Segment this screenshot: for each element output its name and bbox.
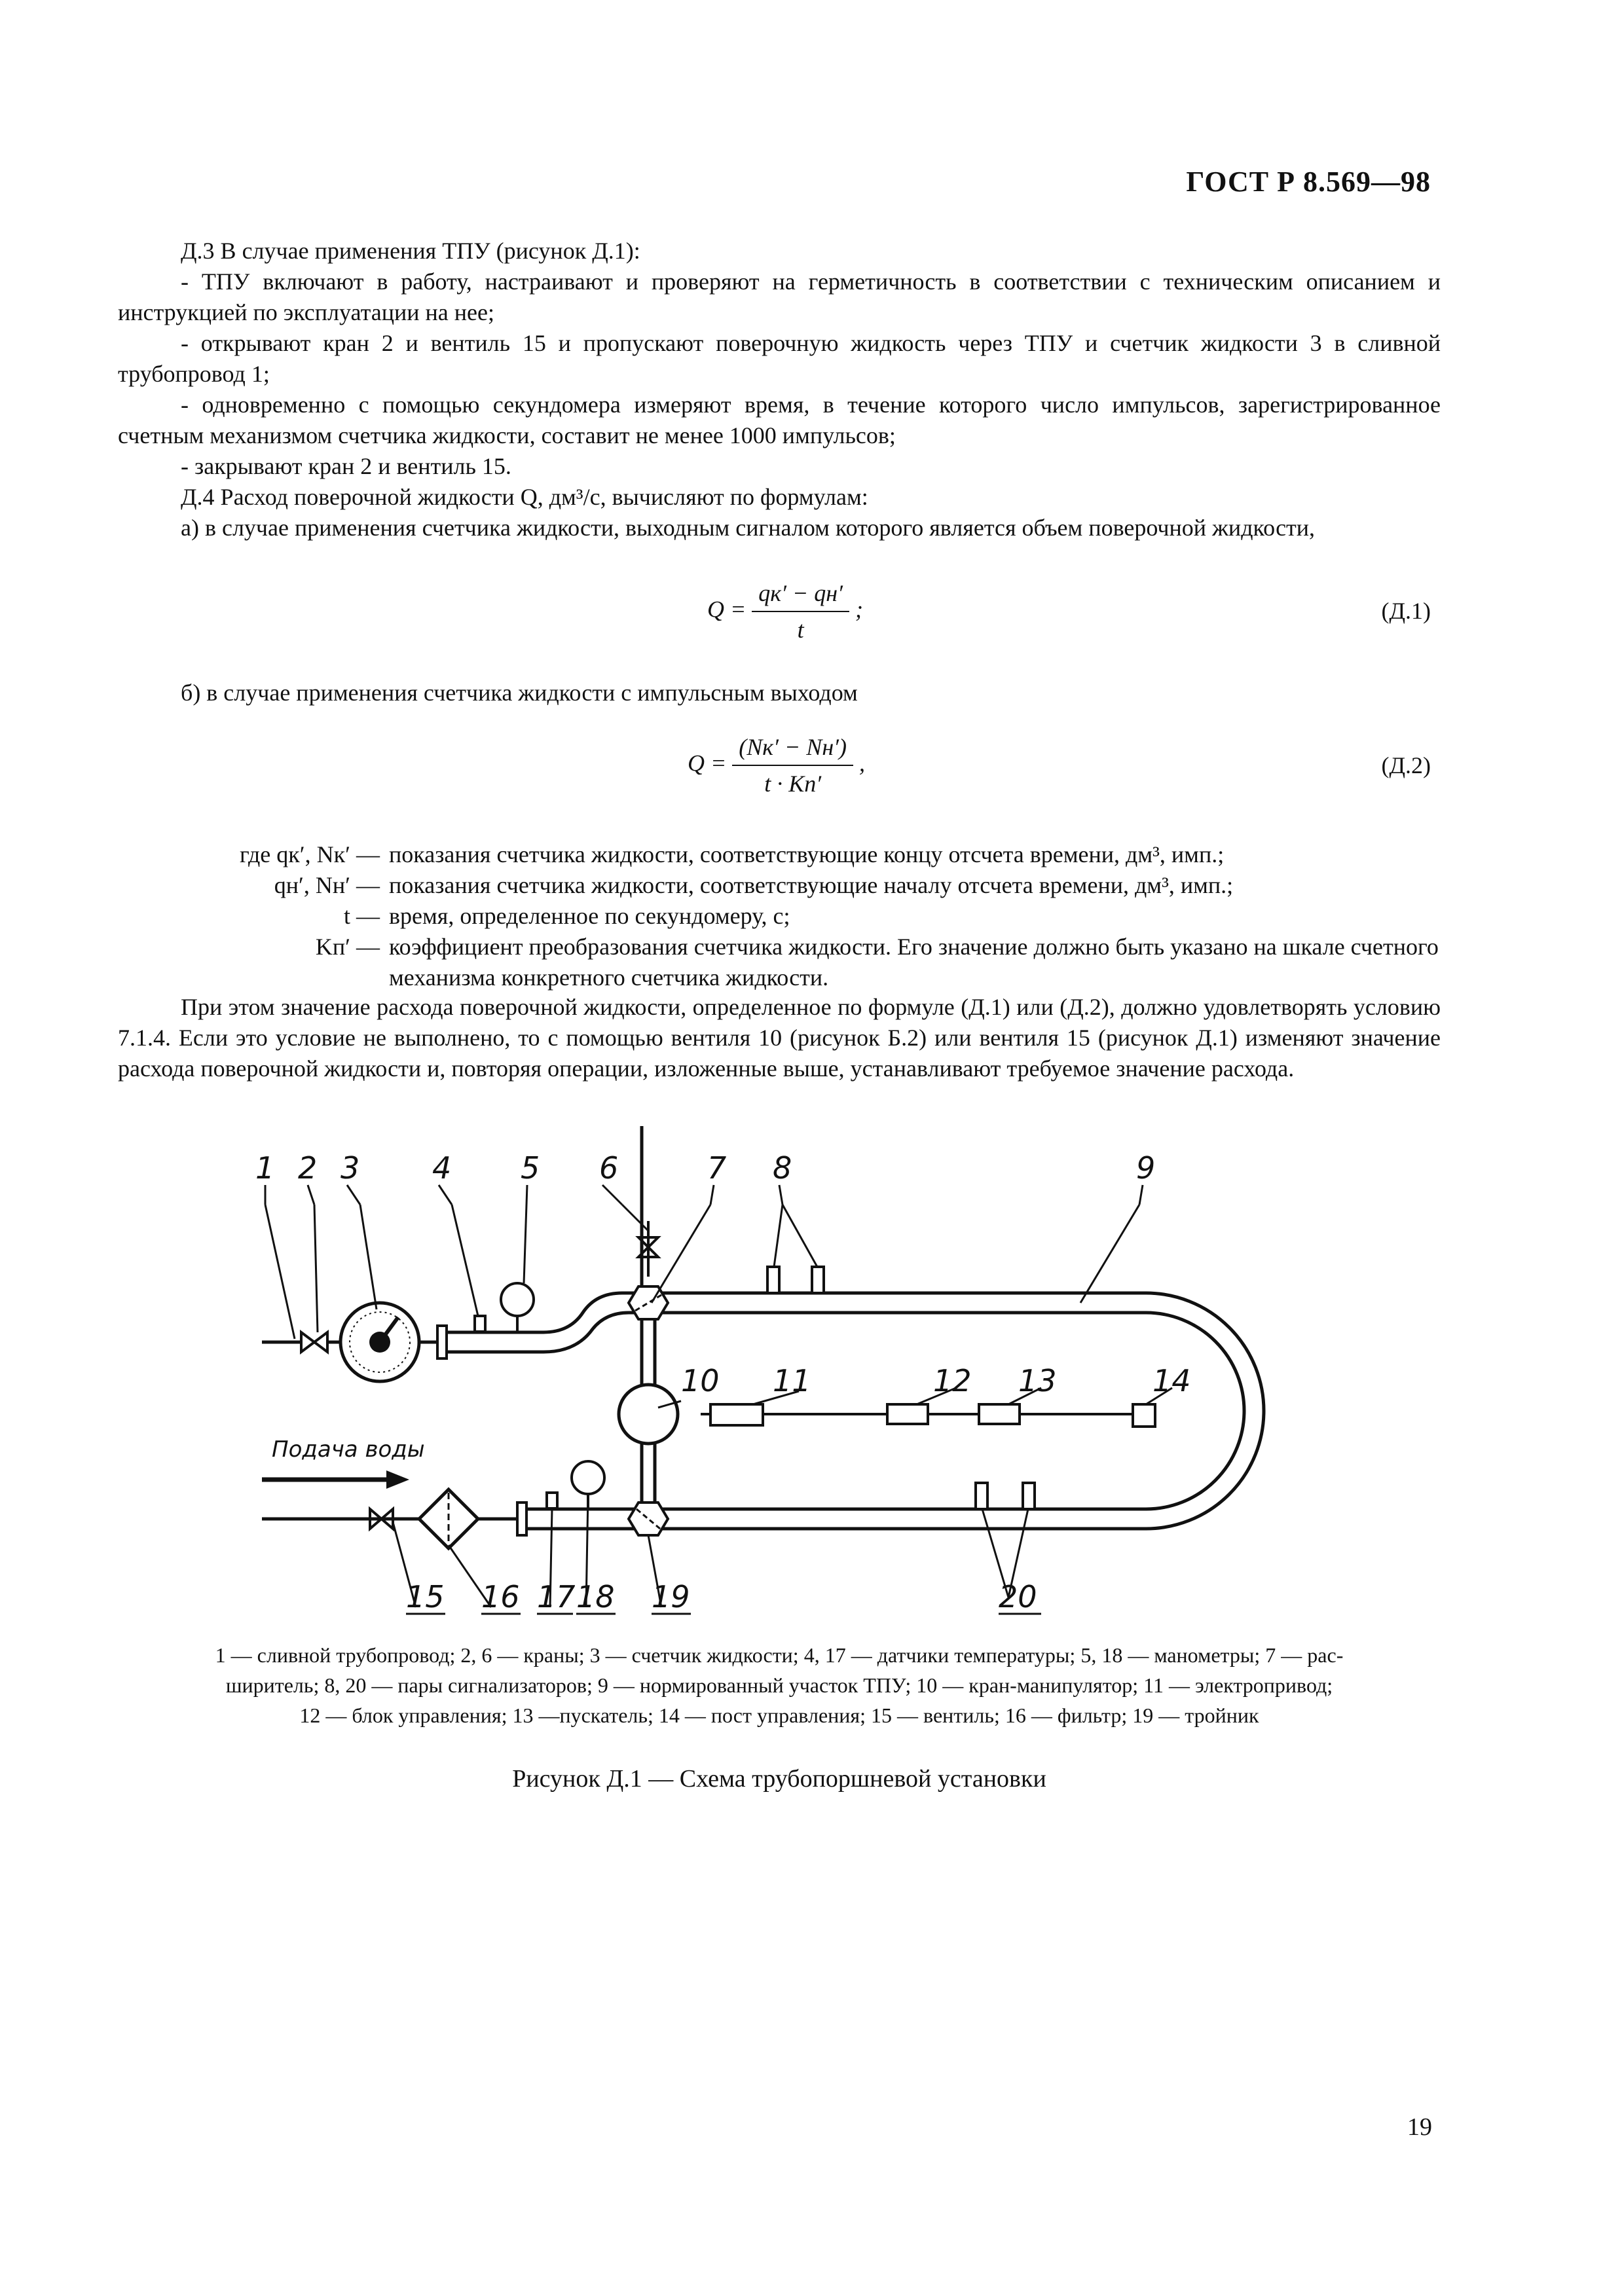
definition-row [118, 839, 1441, 870]
fraction-denominator: t · Kп′ [764, 771, 822, 797]
legend-line: ширитель; 8, 20 — пары сигнализаторов; 9 — нормированный участок ТПУ; 10 — кран-манипулятор; 11 — электропривод; [225, 1673, 1333, 1697]
callout-label: 17 [537, 1579, 576, 1614]
electric-drive-icon [710, 1404, 763, 1425]
formula-tail: , [859, 750, 866, 776]
valve-icon [301, 1332, 327, 1352]
callout-label: 11 [773, 1363, 811, 1398]
callout-label: 13 [1018, 1363, 1057, 1398]
callout-label: 19 [652, 1579, 690, 1614]
definition-text: время, определенное по секундомеру, с; [389, 903, 790, 929]
callout-label: 5 [521, 1150, 540, 1186]
signal-sensor-icon [1023, 1483, 1035, 1509]
liquid-meter-icon [341, 1303, 419, 1381]
callout-label: 1 [255, 1150, 275, 1186]
signal-sensor-icon [976, 1483, 987, 1509]
callout-label: 18 [576, 1579, 615, 1614]
manometer-icon [501, 1283, 534, 1332]
temperature-sensor-icon [475, 1316, 485, 1332]
callout-label: 3 [341, 1150, 360, 1186]
callout-label: 9 [1136, 1150, 1156, 1186]
control-unit-icon [887, 1404, 928, 1424]
definition-symbol: Kп′ — [315, 934, 380, 960]
fraction-numerator: qк′ − qн′ [752, 579, 849, 612]
expander-icon [629, 1286, 668, 1319]
callout-label: 15 [406, 1579, 445, 1614]
paragraph: - ТПУ включают в работу, настраивают и проверяют на герметичность в соответствии с техническим описанием и инструкцией по эксплуатации на нее; [118, 268, 1441, 325]
definition-symbol: qн′, Nн′ — [274, 872, 380, 898]
paragraph: - закрывают кран 2 и вентиль 15. [181, 453, 511, 479]
callout-label: 10 [681, 1363, 720, 1398]
water-supply-arrow [262, 1470, 409, 1489]
paragraph: а) в случае применения счетчика жидкости, выходным сигналом которого является объем поверочной жидкости, [181, 515, 1316, 541]
section-d4b [118, 678, 1441, 708]
section-condition [118, 992, 1441, 1084]
temperature-sensor-icon [547, 1493, 557, 1508]
callout-label: 7 [707, 1150, 727, 1186]
formula-tail: ; [855, 596, 864, 623]
fraction [732, 733, 853, 797]
callout-label: 4 [432, 1150, 452, 1186]
water-supply-label: Подача воды [272, 1436, 425, 1463]
signal-sensor-icon [812, 1267, 824, 1293]
section-d3 [118, 236, 1441, 543]
paragraph: Д.4 Расход поверочной жидкости Q, дм³/с, вычисляют по формулам: [181, 484, 868, 510]
definition-symbol: t — [343, 903, 380, 929]
definition-symbol: где qк′, Nк′ — [240, 841, 380, 867]
formula-lhs: Q = [688, 750, 727, 776]
formula-d1 [707, 579, 863, 644]
page-number: 19 [1407, 2113, 1432, 2141]
crane-manipulator-icon [619, 1385, 678, 1444]
callout-label: 16 [481, 1579, 520, 1614]
fraction-denominator: t [797, 617, 804, 643]
equation-number: (Д.2) [1381, 752, 1431, 778]
callout-label: 14 [1152, 1363, 1191, 1398]
callout-label: 2 [298, 1150, 318, 1186]
control-post-icon [1133, 1404, 1155, 1427]
equation-number: (Д.1) [1381, 598, 1431, 624]
callout-label: 8 [773, 1150, 792, 1186]
paragraph: б) в случае применения счетчика жидкости с импульсным выходом [181, 680, 858, 706]
starter-icon [979, 1404, 1020, 1424]
definitions-list [118, 839, 1441, 993]
definition-text: показания счетчика жидкости, соответствующие началу отсчета времени, дм³, имп.; [389, 872, 1234, 898]
callout-label: 20 [999, 1579, 1037, 1614]
paragraph: Д.3 В случае применения ТПУ (рисунок Д.1): [181, 238, 640, 264]
filter-icon [419, 1489, 478, 1548]
figure-legend [118, 1640, 1441, 1730]
fraction-numerator: (Nк′ − Nн′) [732, 733, 853, 766]
signal-sensor-icon [767, 1267, 779, 1293]
tpu-schematic-diagram [229, 1126, 1342, 1624]
definition-row [118, 870, 1441, 901]
paragraph: - открывают кран 2 и вентиль 15 и пропускают поверочную жидкость через ТПУ и счетчик жидкости 3 в сливной трубопровод 1; [118, 330, 1441, 387]
gost-header: ГОСТ Р 8.569—98 [1186, 166, 1431, 198]
definition-text: коэффициент преобразования счетчика жидкости. Его значение должно быть указано на шкале счетного механизма конкретного счетчика жидкости. [389, 934, 1439, 991]
definition-text: показания счетчика жидкости, соответствующие концу отсчета времени, дм³, имп.; [389, 841, 1225, 867]
formula-d2 [688, 733, 865, 797]
fraction [752, 579, 849, 644]
tee-icon [629, 1503, 668, 1535]
legend-line: 12 — блок управления; 13 —пускатель; 14 — пост управления; 15 — вентиль; 16 — фильтр; 19 — тройник [299, 1704, 1259, 1727]
callout-label: 6 [599, 1150, 619, 1186]
definition-row [118, 932, 1441, 993]
callout-label: 12 [933, 1363, 972, 1398]
paragraph: При этом значение расхода поверочной жидкости, определенное по формуле (Д.1) или (Д.2), должно удовлетворять условию 7.1.4. Если это условие не выполнено, то с помощью вентиля 10 (рисунок Б.2) или вентиля 15 (рисунок Д.1) изменяют значение расхода поверочной жидкости и, повторяя операции, изложенные выше, устанавливают требуемое значение расхода. [118, 994, 1441, 1082]
formula-lhs: Q = [707, 596, 746, 623]
legend-line: 1 — сливной трубопровод; 2, 6 — краны; 3 — счетчик жидкости; 4, 17 — датчики температуры; 5, 18 — манометры; 7 — рас- [215, 1643, 1344, 1667]
paragraph: - одновременно с помощью секундомера измеряют время, в течение которого число импульсов, зарегистрированное счетным механизмом счетчика жидкости, составит не менее 1000 импульсов; [118, 392, 1441, 448]
figure-title: Рисунок Д.1 — Схема трубопоршневой установки [512, 1765, 1046, 1793]
definition-row [118, 901, 1441, 932]
